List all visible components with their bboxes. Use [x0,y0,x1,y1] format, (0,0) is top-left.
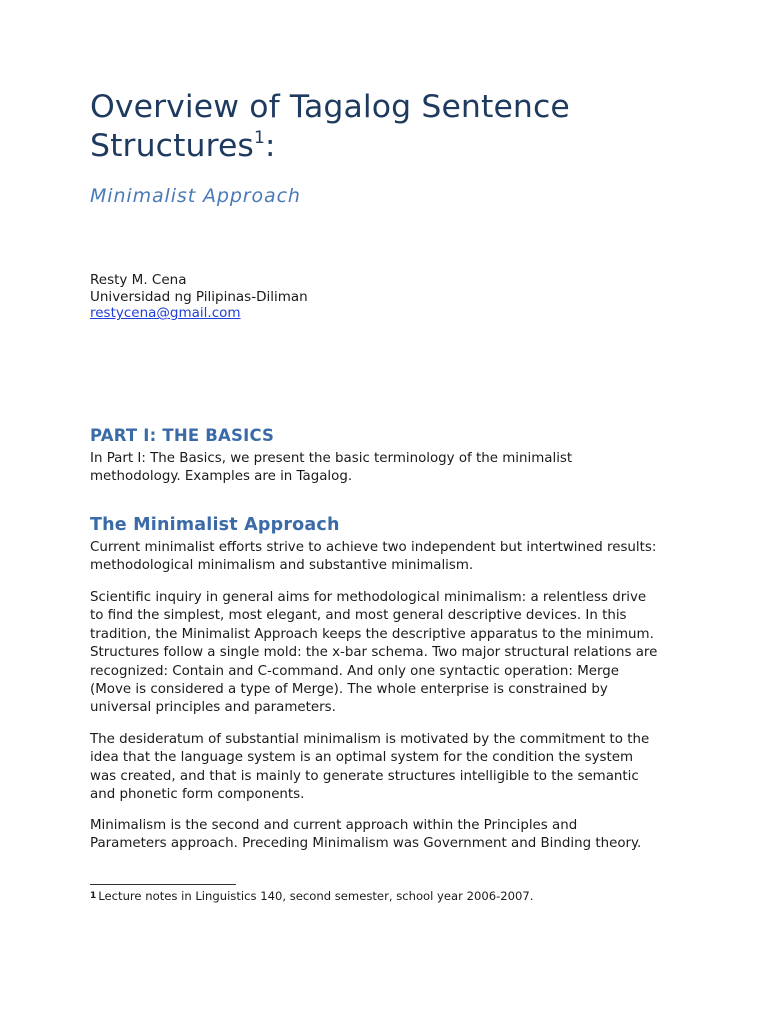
text-line: was created, and that is mainly to generate structures intelligible to the semantic [90,768,639,784]
author-block [90,272,308,322]
text-line: idea that the language system is an optimal system for the condition the system [90,750,634,766]
footnote-text: Lecture notes in Linguistics 140, second semester, school year 2006-2007. [98,889,534,903]
text-line: methodological minimalism and substantive minimalism. [90,558,474,574]
paragraph-4 [90,817,690,854]
text-line: and phonetic form components. [90,787,305,803]
footnote [90,888,534,906]
text-line: (Move is considered a type of Merge). The whole enterprise is constrained by [90,682,608,698]
section-heading: The Minimalist Approach [90,515,340,535]
title-text: Overview of Tagalog Sentence Structures [90,89,570,164]
part1-intro [90,450,690,487]
text-line: Minimalism is the second and current approach within the Principles and [90,818,578,833]
text-line: tradition, the Minimalist Approach keeps the descriptive apparatus to the minimum. [90,626,654,642]
paragraph-3 [90,731,690,805]
text-line: The desideratum of substantial minimalism is motivated by the commitment to the [90,732,650,747]
author-email-link[interactable]: restycena@gmail.com [90,305,241,321]
text-line: universal principles and parameters. [90,700,336,716]
paragraph-1 [90,539,690,576]
title-suffix: : [264,128,276,164]
text-line: methodology. Examples are in Tagalog. [90,469,353,485]
text-line: to find the simplest, most elegant, and most general descriptive devices. In this [90,608,627,624]
text-line: Current minimalist efforts strive to achieve two independent but intertwined results: [90,540,657,555]
footnote-mark: 1 [90,891,97,901]
footnote-reference[interactable]: 1 [253,128,265,148]
document-title [90,88,690,171]
author-affiliation: Universidad ng Pilipinas-Diliman [90,288,308,305]
text-line: Scientific inquiry in general aims for methodological minimalism: a relentless drive [90,590,647,605]
footnote-separator [90,884,236,885]
document-subtitle: Minimalist Approach [90,185,301,207]
paragraph-2 [90,589,690,718]
text-line: Parameters approach. Preceding Minimalism was Government and Binding theory. [90,836,642,852]
text-line: In Part I: The Basics, we present the basic terminology of the minimalist [90,451,573,466]
part1-heading: PART I: THE BASICS [90,426,275,445]
text-line: recognized: Contain and C-command. And only one syntactic operation: Merge [90,663,619,679]
author-name: Resty M. Cena [90,272,187,288]
text-line: Structures follow a single mold: the x-bar schema. Two major structural relations are [90,645,658,661]
